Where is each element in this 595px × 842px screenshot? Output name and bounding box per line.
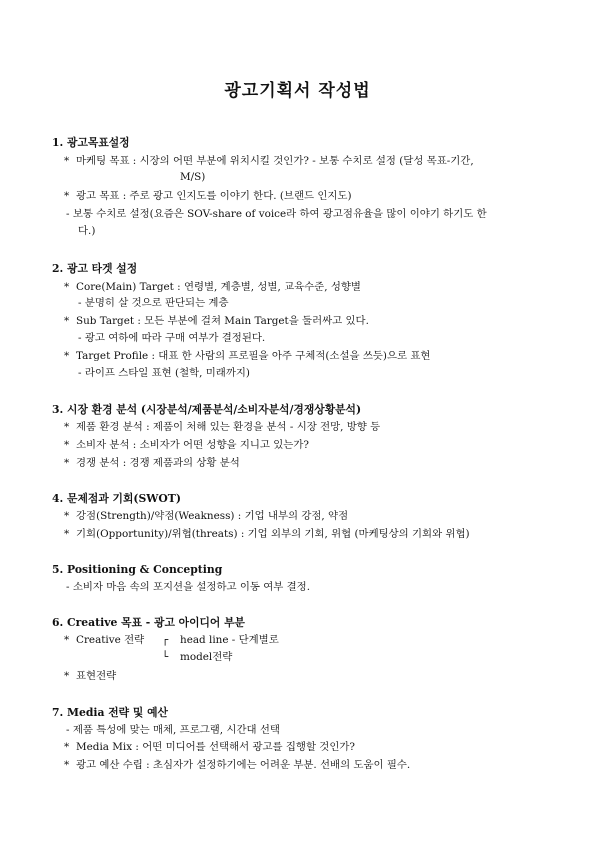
list-item-text: 광고 목표 : 주로 광고 인지도를 이야기 한다. (브랜드 인지도) bbox=[76, 190, 352, 202]
section-5-heading: 5. Positioning & Concepting bbox=[52, 563, 223, 576]
list-item-text: 기회(Opportunity)/위협(threats) : 기업 외부의 기회, 위협 (마케팅상의 기회와 위협) bbox=[76, 528, 470, 540]
list-item bbox=[64, 280, 361, 294]
bullet-icon: * bbox=[64, 315, 70, 327]
bullet-icon: * bbox=[64, 421, 70, 433]
list-item: - 분명히 살 것으로 판단되는 계층 bbox=[78, 297, 229, 309]
list-item bbox=[64, 509, 348, 523]
bullet-icon: * bbox=[64, 670, 70, 682]
bullet-icon: * bbox=[64, 741, 70, 753]
list-item bbox=[64, 633, 144, 647]
section-4-heading: 4. 문제점과 기회(SWOT) bbox=[52, 492, 181, 505]
list-item-text: 마케팅 목표 : 시장의 어떤 부분에 위치시킬 것인가? - 보통 수치로 설정 (달성 목표-기간, bbox=[76, 155, 474, 167]
bullet-icon: * bbox=[64, 190, 70, 202]
section-1-heading: 1. 광고목표설정 bbox=[52, 136, 130, 149]
bullet-icon: * bbox=[64, 634, 70, 646]
list-item: - 보통 수치로 설정(요즘은 SOV-share of voice라 하여 광고점유율을 많이 이야기 하기도 한 bbox=[66, 208, 487, 220]
list-item-text: Media Mix : 어떤 미디어를 선택해서 광고를 집행할 것인가? bbox=[76, 741, 355, 753]
list-item bbox=[64, 527, 470, 541]
list-item-text: 경쟁 분석 : 경쟁 제품과의 상황 분석 bbox=[76, 457, 240, 469]
bullet-icon: * bbox=[64, 759, 70, 771]
list-item: - 광고 여하에 따라 구매 여부가 결정된다. bbox=[78, 332, 266, 344]
section-2-heading: 2. 광고 타겟 설정 bbox=[52, 262, 138, 275]
list-item-text: Creative 전략 bbox=[76, 634, 145, 646]
bullet-icon: * bbox=[64, 155, 70, 167]
list-item bbox=[64, 669, 116, 683]
list-item-text: Target Profile : 대표 한 사람의 프로필을 아주 구체적(소설을 쓰듯)으로 표현 bbox=[76, 350, 431, 362]
bracket-bottom-icon: └ bbox=[162, 651, 169, 663]
section-6-heading: 6. Creative 목표 - 광고 아이디어 부분 bbox=[52, 616, 245, 629]
list-item-text: Core(Main) Target : 연령별, 계층별, 성별, 교육수준, 성향별 bbox=[76, 281, 361, 293]
list-item bbox=[64, 758, 410, 772]
list-item bbox=[64, 154, 474, 168]
bullet-icon: * bbox=[64, 350, 70, 362]
list-item-text: 강점(Strength)/약점(Weakness) : 기업 내부의 강점, 약점 bbox=[76, 510, 349, 522]
list-item-continuation: 다.) bbox=[78, 225, 96, 237]
list-item bbox=[64, 349, 430, 363]
bullet-icon: * bbox=[64, 281, 70, 293]
list-subitem: model전략 bbox=[180, 651, 233, 663]
list-item: - 라이프 스타일 표현 (철학, 미래까지) bbox=[78, 367, 250, 379]
list-item-text: 소비자 분석 : 소비자가 어떤 성향을 지니고 있는가? bbox=[76, 439, 309, 451]
bracket-top-icon: ┌ bbox=[162, 634, 169, 646]
list-item-text: Sub Target : 모든 부분에 걸쳐 Main Target을 둘러싸고 있다. bbox=[76, 315, 369, 327]
bullet-icon: * bbox=[64, 528, 70, 540]
bullet-icon: * bbox=[64, 510, 70, 522]
list-item bbox=[64, 314, 369, 328]
bullet-icon: * bbox=[64, 457, 70, 469]
list-item bbox=[64, 420, 380, 434]
list-item: - 제품 특성에 맞는 매체, 프로그램, 시간대 선택 bbox=[66, 724, 280, 736]
bullet-icon: * bbox=[64, 439, 70, 451]
list-item-text: 표현전략 bbox=[76, 670, 117, 682]
page-title: 광고기획서 작성법 bbox=[224, 81, 371, 101]
section-3-heading: 3. 시장 환경 분석 (시장분석/제품분석/소비자분석/경쟁상황분석) bbox=[52, 403, 362, 416]
list-item: - 소비자 마음 속의 포지션을 설정하고 이동 여부 결정. bbox=[66, 581, 311, 593]
list-item-text: 광고 예산 수립 : 초심자가 설정하기에는 어려운 부분. 선배의 도움이 필수. bbox=[76, 759, 411, 771]
list-item-text: 제품 환경 분석 : 제품이 처해 있는 환경을 분석 - 시장 전망, 방향 등 bbox=[76, 421, 381, 433]
list-item bbox=[64, 189, 352, 203]
list-item bbox=[64, 456, 240, 470]
section-7-heading: 7. Media 전략 및 예산 bbox=[52, 706, 168, 719]
list-item bbox=[64, 438, 309, 452]
list-item-continuation: M/S) bbox=[180, 171, 206, 183]
list-subitem: head line - 단계별로 bbox=[180, 634, 279, 646]
list-item bbox=[64, 740, 355, 754]
